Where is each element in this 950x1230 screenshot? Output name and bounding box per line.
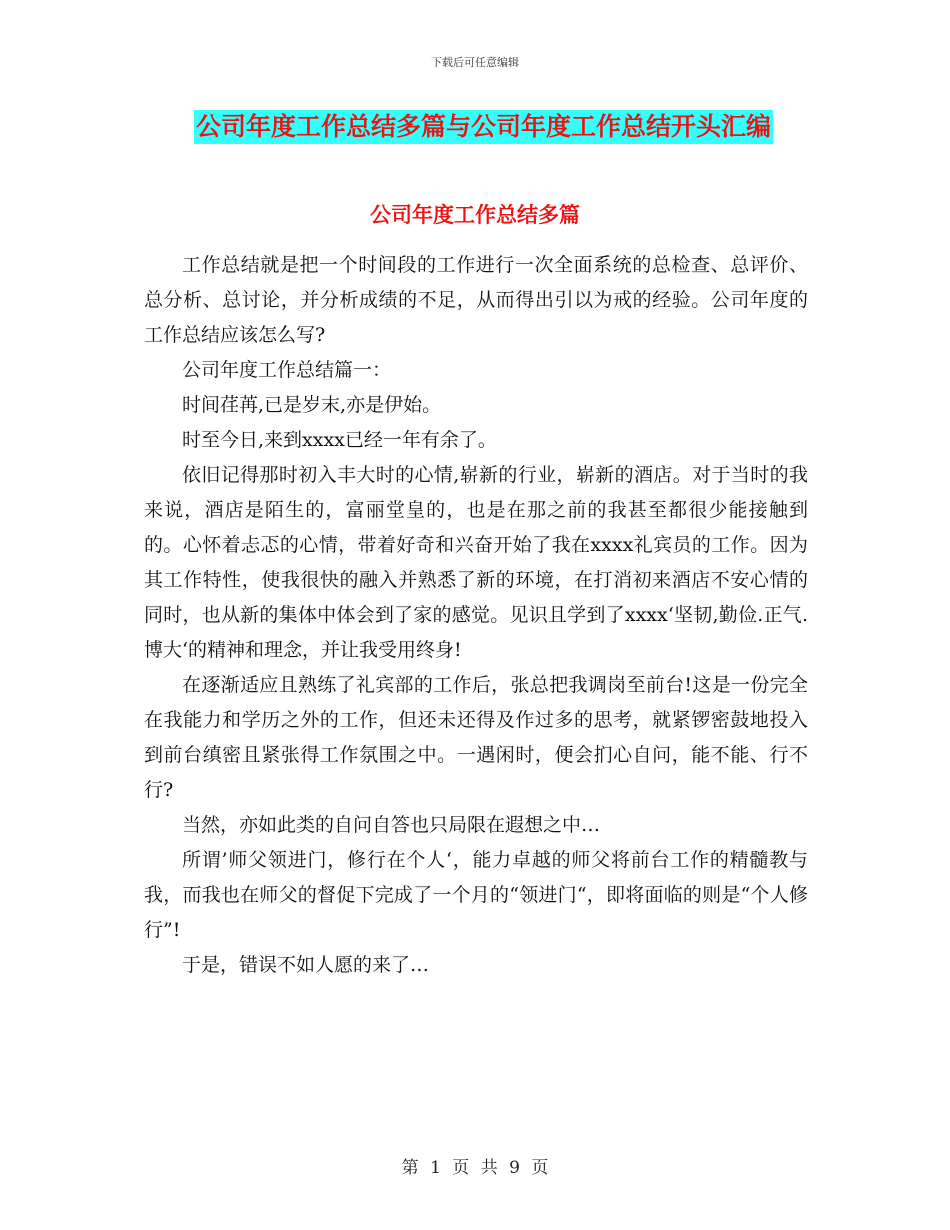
paragraph: 时至今日,来到xxxx已经一年有余了。 — [182, 429, 497, 451]
paragraph: 于是，错误不如人愿的来了… — [182, 954, 430, 976]
paragraph: 依旧记得那时初入丰大时的心情,崭新的行业，崭新的酒店。对于当时的我来说，酒店是陌生的，富丽堂皇的，也是在那之前的我甚至都很少能接触到的。心怀着忐忑的心情，带着好奇和兴奋开始了我在xxxx礼宾员的工作。因为其工作特性，使我很快的融入并熟悉了新的环境，在打消初来酒店不安心情的同时，也从新的集体中体会到了家的感觉。见识且学到了xxxx‘坚韧,勤俭.正气.博大‘的精神和理念，并让我受用终身! — [144, 464, 808, 661]
paragraph: 当然，亦如此类的自问自答也只局限在遐想之中… — [182, 814, 601, 836]
section-title: 公司年度工作总结多篇 — [370, 203, 580, 227]
paragraph: 所谓’师父领进门，修行在个人‘，能力卓越的师父将前台工作的精髓教与我，而我也在师父的督促下完成了一个月的“领进门“，即将面临的则是“个人修行”! — [144, 849, 808, 941]
paragraph: 时间荏苒,已是岁末,亦是伊始。 — [182, 394, 442, 416]
paragraph: 公司年度工作总结篇一： — [182, 359, 392, 381]
document-title: 公司年度工作总结多篇与公司年度工作总结开头汇编 — [194, 110, 773, 144]
body-text — [144, 248, 808, 983]
paragraph: 在逐渐适应且熟练了礼宾部的工作后，张总把我调岗至前台!这是一份完全在我能力和学历之外的工作，但还未还得及作过多的思考，就紧锣密鼓地投入到前台缜密且紧张得工作氛围之中。一遇闲时，便会扪心自问，能不能、行不行? — [144, 674, 808, 801]
page-number-footer: 第 1 页 共 9 页 — [401, 1158, 549, 1178]
paragraph: 工作总结就是把一个时间段的工作进行一次全面系统的总检查、总评价、总分析、总讨论，并分析成绩的不足，从而得出引以为戒的经验。公司年度的工作总结应该怎么写? — [144, 254, 808, 346]
header-note: 下载后可任意编辑 — [431, 56, 519, 69]
